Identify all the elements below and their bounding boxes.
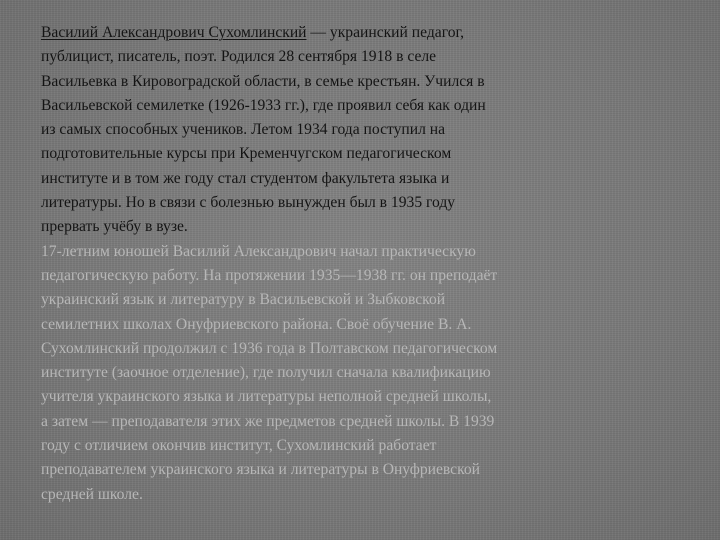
text-line: преподавателем украинского языка и литературы в Онуфриевской (41, 461, 481, 479)
text-line: педагогическую работу. На протяжении 1935—1938 гг. он преподаёт (41, 266, 498, 284)
text-line: средней школе. (41, 485, 143, 503)
text-fragment: — украинский педагог, (306, 24, 465, 41)
text-line: Васильевка в Кировоградской области, в семье крестьян. Учился в (41, 72, 485, 90)
text-line: году с отличием окончив институт, Сухомлинский работает (41, 437, 437, 455)
person-name-link[interactable]: Василий Александрович Сухомлинский (41, 24, 307, 41)
text-line: прервать учёбу в вузе. (41, 218, 188, 236)
text-line: публицист, писатель, поэт. Родился 28 сентября 1918 в селе (41, 48, 437, 66)
text-line: а затем — преподавателя этих же предметов средней школы. В 1939 (41, 412, 495, 430)
text-line: украинский язык и литературу в Васильевской и Зыбковской (41, 291, 446, 309)
text-line: литературы. Но в связи с болезнью вынужден был в 1935 году (41, 194, 456, 212)
text-line: Васильевской семилетке (1926-1933 гг.), где проявил себя как один (41, 96, 486, 114)
slide-text-body (41, 21, 681, 507)
text-line: учителя украинского языка и литературы неполной средней школы, (41, 388, 492, 406)
text-line (41, 21, 681, 45)
text-line: Сухомлинский продолжил с 1936 года в Полтавском педагогическом (41, 339, 498, 357)
text-line: 17-летним юношей Василий Александрович начал практическую (41, 242, 476, 260)
paragraph-biography-career (41, 240, 681, 507)
text-line: из самых способных учеников. Летом 1934 года поступил на (41, 121, 446, 139)
paragraph-biography-early (41, 21, 681, 240)
text-line: подготовительные курсы при Кременчугском педагогическом (41, 145, 452, 163)
text-line: институте и в том же году стал студентом факультета языка и (41, 169, 450, 187)
text-line: институте (заочное отделение), где получил сначала квалификацию (41, 364, 491, 382)
text-line: семилетних школах Онуфриевского района. Своё обучение В. А. (41, 315, 472, 333)
